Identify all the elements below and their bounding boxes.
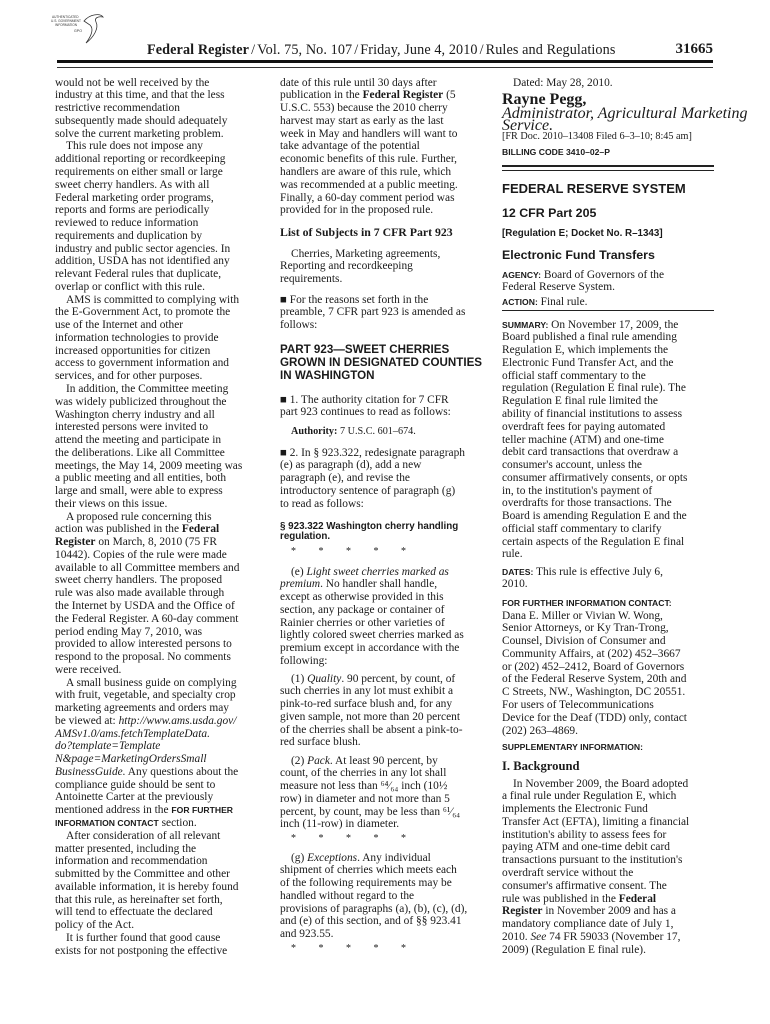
header-separator: / bbox=[354, 42, 359, 58]
omission-stars bbox=[280, 546, 495, 558]
text-run: 7 U.S.C. 601–674. bbox=[337, 426, 416, 437]
text-line: Electronic Fund Transfer Act, and the bbox=[502, 356, 674, 369]
text-line: Federal marketing order programs, bbox=[55, 191, 214, 204]
text-run: (2) bbox=[291, 754, 308, 767]
text-line: 2010. bbox=[502, 578, 528, 591]
text-line: economic benefits of this rule. Further, bbox=[280, 153, 457, 166]
text-line: (202) 263–4869. bbox=[502, 724, 578, 737]
text-line: information and recommendation bbox=[55, 855, 208, 868]
contact-details bbox=[502, 610, 717, 738]
text-line: addition, USDA has not identified any bbox=[55, 255, 230, 268]
text-run: Final rule. bbox=[537, 295, 588, 308]
text-line bbox=[280, 755, 495, 768]
volume-number: Vol. 75, No. 107 bbox=[257, 42, 353, 58]
text-line: additional reporting or recordkeeping bbox=[55, 153, 226, 166]
text-line: following: bbox=[280, 654, 328, 667]
amendatory-instruction-2 bbox=[280, 447, 495, 511]
logo-text: U.S. GOVERNMENT bbox=[51, 19, 81, 23]
text-line: Washington cherry industry and all bbox=[55, 408, 215, 421]
text-line: provided for in the proposed rule. bbox=[280, 204, 434, 217]
text-line: requirements. bbox=[280, 273, 343, 286]
text-line: sweet cherry handlers. As with all bbox=[55, 178, 210, 191]
amendment-instruction bbox=[280, 294, 495, 332]
text-line: Regulation E final rule limited the bbox=[502, 395, 658, 408]
text-line: row) in diameter and not more than 5 bbox=[280, 792, 450, 805]
text-line: Rayne Pegg, bbox=[502, 90, 587, 108]
text-line: official staff commentary to clarify bbox=[502, 522, 662, 535]
agency-heading bbox=[502, 182, 717, 196]
text-line bbox=[502, 905, 717, 918]
text-line bbox=[55, 817, 270, 830]
text-line: the deliberations. Like all Committee bbox=[55, 446, 225, 459]
background-heading bbox=[502, 759, 717, 773]
italic-text: See bbox=[530, 930, 547, 943]
text-line bbox=[502, 269, 717, 282]
text-line: ■ 2. In § 923.322, redesignate paragraph bbox=[280, 446, 465, 459]
italic-text: N&page=MarketingOrdersSmall bbox=[55, 753, 207, 766]
text-line: overdraft fees for paying automated bbox=[502, 420, 666, 433]
text-line: pink-to-red surface blush and, for any bbox=[280, 698, 453, 711]
italic-text: premium bbox=[280, 578, 321, 591]
text-run: (e) bbox=[291, 565, 307, 578]
text-line: FEDERAL RESERVE SYSTEM bbox=[502, 181, 686, 196]
text-line: the E-Government Act, to promote the bbox=[55, 306, 231, 319]
text-run: (g) bbox=[291, 851, 308, 864]
text-run: Any questions about the bbox=[125, 765, 239, 778]
text-line: * * * * * bbox=[291, 833, 406, 844]
text-line: U.S.C. 553) because the 2010 cherry bbox=[280, 102, 448, 115]
text-line bbox=[280, 89, 495, 102]
text-line bbox=[502, 931, 717, 944]
text-line: 2009) (Regulation E final rule). bbox=[502, 943, 646, 956]
header-separator: / bbox=[479, 42, 484, 58]
text-line: that this rule, as hereinafter set forth, bbox=[55, 893, 223, 906]
bold-text: Federal bbox=[181, 523, 220, 536]
text-line: consumer's account, unless the bbox=[502, 459, 642, 472]
text-line bbox=[55, 728, 270, 741]
caps-label: INFORMATION CONTACT bbox=[55, 818, 159, 829]
text-line: paragraph (e), and revise the bbox=[280, 472, 410, 485]
text-run: action was published in the bbox=[55, 523, 182, 536]
text-line: ■ 1. The authority citation for 7 CFR bbox=[280, 393, 449, 406]
text-line: Counsel, Division of Consumer and bbox=[502, 635, 666, 648]
text-line: consumer affirmatively consents, or opts bbox=[502, 471, 688, 484]
bold-text: Register bbox=[55, 536, 96, 549]
text-line: BILLING CODE 3410–02–P bbox=[502, 147, 610, 157]
text-line: Dated: May 28, 2010. bbox=[513, 76, 613, 89]
text-line: industry at this time, and that the less bbox=[55, 89, 225, 102]
text-line: overdrafts for those transactions. The bbox=[502, 497, 672, 510]
text-line: Board is amending Regulation E and the bbox=[502, 510, 687, 523]
text-line bbox=[55, 715, 270, 728]
text-line: A proposed rule concerning this bbox=[66, 510, 212, 523]
text-line: matter presented, including the bbox=[55, 842, 197, 855]
text-run: in November 2009 and has a bbox=[542, 905, 676, 918]
bold-text: Register bbox=[502, 905, 543, 918]
text-line: harvest may start as early as the last bbox=[280, 114, 444, 127]
text-line bbox=[502, 319, 717, 332]
text-line: * * * * * bbox=[291, 546, 406, 557]
text-line: AMS is committed to complying with bbox=[66, 293, 240, 306]
text-line: use of the Internet and other bbox=[55, 319, 184, 332]
dates-field bbox=[502, 566, 717, 592]
text-line: of the following requirements may be bbox=[280, 877, 452, 890]
italic-text: http://www.ams.usda.gov/ bbox=[118, 714, 237, 727]
summary-field bbox=[502, 319, 717, 562]
text-line: sweet cherry handlers. The proposed bbox=[55, 574, 223, 587]
text-line: submitted by the Committee and other bbox=[55, 868, 230, 881]
paragraph-2-pack bbox=[280, 755, 495, 832]
text-line: will tend to effectuate the declared bbox=[55, 906, 213, 919]
text-line: 10442). Copies of the rule were made bbox=[55, 548, 227, 561]
text-line: rule was also made available through bbox=[55, 587, 225, 600]
text-line: count, of the cherries in any lot shall bbox=[280, 767, 447, 780]
text-line: large and small, were able to express bbox=[55, 485, 223, 498]
text-line: increased opportunities for citizen bbox=[55, 344, 211, 357]
text-line: industry and public sector agencies. In bbox=[55, 242, 231, 255]
text-run: . At least 90 percent, by bbox=[329, 754, 438, 767]
text-line bbox=[55, 523, 270, 536]
text-line: restrictive recommendation bbox=[55, 102, 180, 115]
text-line: * * * * * bbox=[291, 943, 406, 954]
text-line: and (e) of this section, and of §§ 923.41 bbox=[280, 915, 462, 928]
text-line: shipment of cherries which meets each bbox=[280, 864, 457, 877]
header-rule-thin bbox=[57, 67, 713, 68]
text-line: Service. bbox=[502, 117, 554, 135]
italic-text: Exceptions bbox=[307, 851, 358, 864]
text-line: GROWN IN DESIGNATED COUNTIES bbox=[280, 355, 483, 369]
text-line: provided to allow interested persons to bbox=[55, 638, 232, 651]
contact-label bbox=[502, 597, 717, 609]
text-line: to read as follows: bbox=[280, 497, 364, 510]
text-line: Finally, a 60-day comment period was bbox=[280, 191, 455, 204]
text-line: Antoinette Carter at the previously bbox=[55, 791, 214, 804]
supplementary-label bbox=[502, 741, 717, 753]
text-line: except as otherwise provided in this bbox=[280, 591, 444, 604]
rule-title bbox=[502, 248, 717, 262]
issue-date: Friday, June 4, 2010 bbox=[360, 42, 478, 58]
action-field bbox=[502, 296, 717, 309]
text-line: a final rule under Regulation E, which bbox=[502, 790, 677, 803]
text-line: [Regulation E; Docket No. R–1343] bbox=[502, 228, 663, 239]
text-line: It is further found that good cause bbox=[66, 931, 221, 944]
preamble-rule bbox=[502, 310, 714, 311]
text-line: overdraft service without the bbox=[502, 866, 634, 879]
text-line: Administrator, Agricultural Marketing bbox=[502, 104, 748, 122]
text-line: regulation. bbox=[280, 531, 331, 543]
italic-text: AMSv1.0/ams.fetchTemplateData. bbox=[55, 727, 210, 740]
text-line: premium except in accordance with the bbox=[280, 642, 460, 655]
text-line: attend the meeting and participate in bbox=[55, 434, 222, 447]
text-line bbox=[55, 766, 270, 779]
italic-text: Light sweet cherries marked as bbox=[306, 565, 449, 578]
text-run: publication in the bbox=[280, 89, 363, 102]
text-line: handled without regard to the bbox=[280, 889, 415, 902]
italic-text: do?template=Template bbox=[55, 740, 161, 753]
text-line: Community Affairs, at (202) 452–3667 bbox=[502, 647, 681, 660]
text-line: teller machine (ATM) and one-time bbox=[502, 433, 664, 446]
journal-title: Federal Register bbox=[147, 42, 250, 58]
dated-line bbox=[502, 77, 717, 90]
text-run: Board of Governors of the bbox=[541, 268, 665, 281]
text-line: percent, by count, may be less than ⁶¹⁄₆₄ bbox=[280, 805, 461, 818]
text-line: Senior Attorneys, or Ky Tran-Trong, bbox=[502, 622, 669, 635]
document-separator-rule bbox=[502, 165, 714, 167]
text-line: follows: bbox=[280, 319, 318, 332]
running-header bbox=[147, 42, 615, 59]
text-line: Regulation E, which implements the bbox=[502, 344, 669, 357]
text-run: . 90 percent, by count, of bbox=[341, 672, 456, 685]
text-run: rule was published in the bbox=[502, 892, 619, 905]
text-line: paying ATM and one-time debit card bbox=[502, 841, 670, 854]
text-line bbox=[280, 578, 495, 591]
italic-text: Pack bbox=[307, 754, 330, 767]
text-line: implements the Electronic Fund bbox=[502, 803, 648, 816]
caps-label: FOR FURTHER bbox=[171, 805, 234, 816]
text-line: information technologies to provide bbox=[55, 331, 219, 344]
text-line: I. Background bbox=[502, 759, 580, 773]
text-line: of the cherries shall be absent a pink-to- bbox=[280, 723, 463, 736]
bold-text: Federal Register bbox=[362, 89, 444, 102]
text-line: access to government information and bbox=[55, 357, 229, 370]
text-line bbox=[55, 804, 270, 817]
text-run: . No handler shall handle, bbox=[320, 578, 438, 591]
omission-stars bbox=[280, 943, 495, 955]
text-line: Electronic Fund Transfers bbox=[502, 248, 655, 262]
text-line bbox=[502, 566, 717, 579]
text-line: institution's ability to assess fees for bbox=[502, 828, 667, 841]
text-line: List of Subjects in 7 CFR Part 923 bbox=[280, 224, 453, 239]
text-line: would not be well received by the bbox=[55, 76, 210, 89]
text-run: . Any individual bbox=[357, 851, 431, 864]
text-run: On November 17, 2009, the bbox=[548, 318, 679, 331]
text-line: and 923.55. bbox=[280, 928, 334, 941]
text-line: IN WASHINGTON bbox=[280, 368, 375, 382]
text-line bbox=[280, 673, 495, 686]
fr-doc-line bbox=[502, 131, 717, 143]
logo-text: INFORMATION bbox=[55, 23, 78, 27]
italic-text: BusinessGuide. bbox=[55, 765, 126, 778]
text-line: SUPPLEMENTARY INFORMATION: bbox=[502, 742, 643, 752]
text-line: part 923 continues to read as follows: bbox=[280, 406, 451, 419]
text-line bbox=[55, 536, 270, 549]
gpo-authenticated-logo bbox=[50, 13, 106, 45]
text-run: 74 FR 59033 (November 17, bbox=[546, 930, 681, 943]
header-rule-thick bbox=[57, 60, 713, 63]
text-line: was widely publicized throughout the bbox=[55, 395, 227, 408]
document-separator-rule bbox=[502, 170, 714, 172]
text-line: compliance guide should be sent to bbox=[55, 778, 216, 791]
text-line: [FR Doc. 2010–13408 Filed 6–3–10; 8:45 am] bbox=[502, 131, 692, 142]
text-run: on March, 8, 2010 (75 FR bbox=[95, 536, 217, 549]
text-line bbox=[502, 893, 717, 906]
section-923-322-heading bbox=[280, 522, 495, 543]
text-line: FOR FURTHER INFORMATION CONTACT: bbox=[502, 598, 672, 608]
text-line: Federal Reserve System. bbox=[502, 281, 615, 294]
text-line: regulation (Regulation E final rule). The bbox=[502, 382, 686, 395]
text-line: respond to the proposal. No comments bbox=[55, 651, 231, 664]
text-line: ■ For the reasons set forth in the bbox=[280, 293, 429, 306]
text-line: certain aspects of the Regulation E final bbox=[502, 535, 685, 548]
text-line: Reporting and recordkeeping bbox=[280, 260, 413, 273]
text-line bbox=[55, 753, 270, 766]
paragraph-g-exceptions bbox=[280, 852, 495, 941]
text-line: week in May and handlers will want to bbox=[280, 127, 458, 140]
rule-effective-date-paragraph bbox=[280, 77, 495, 217]
subjects-list bbox=[280, 248, 495, 286]
paragraph-e bbox=[280, 566, 495, 668]
text-line: relevant Federal rules that duplicate, bbox=[55, 268, 222, 281]
column-1-text bbox=[55, 77, 270, 958]
text-line: the Federal Register. A 60-day comment bbox=[55, 612, 239, 625]
text-line: interested persons were invited to bbox=[55, 421, 209, 434]
caps-label: SUMMARY: bbox=[502, 319, 549, 330]
text-line: date of this rule until 30 days after bbox=[280, 76, 437, 89]
text-run: 2010. bbox=[502, 930, 531, 943]
text-line: requirements and duplication by bbox=[55, 229, 203, 242]
authority-citation bbox=[280, 426, 495, 438]
logo-text: AUTHENTICATED bbox=[52, 15, 79, 19]
signer-name bbox=[502, 90, 717, 108]
text-line: section, any package or container of bbox=[280, 603, 445, 616]
text-line: inch (11-row) in diameter. bbox=[280, 818, 400, 831]
text-line: provisions of paragraphs (a), (b), (c), (d), bbox=[280, 902, 468, 915]
caps-label: AGENCY: bbox=[502, 269, 541, 280]
page-number: 31665 bbox=[675, 41, 713, 57]
text-line bbox=[502, 296, 717, 309]
text-line: preamble, 7 CFR part 923 is amended as bbox=[280, 306, 466, 319]
text-run: This rule is effective July 6, bbox=[533, 565, 663, 578]
text-run: (1) bbox=[291, 672, 308, 685]
text-line: period ending May 7, 2010, was bbox=[55, 625, 203, 638]
bold-text: Authority: bbox=[291, 426, 338, 437]
text-line: In addition, the Committee meeting bbox=[66, 382, 229, 395]
text-line: exists for not postponing the effective bbox=[55, 944, 228, 957]
text-line: For users of Telecommunications bbox=[502, 698, 654, 711]
text-line bbox=[55, 740, 270, 753]
paragraph-1-quality bbox=[280, 673, 495, 750]
text-line: lightly colored sweet cherries marked as bbox=[280, 629, 464, 642]
docket-line bbox=[502, 228, 717, 240]
text-line: official staff commentary to the bbox=[502, 369, 646, 382]
text-line: policy of the Act. bbox=[55, 919, 135, 932]
text-line: take advantage of the potential bbox=[280, 140, 420, 153]
text-line: handlers are aware of this rule, which bbox=[280, 165, 452, 178]
text-line: § 923.322 Washington cherry handling bbox=[280, 520, 459, 532]
signer-title bbox=[502, 104, 748, 135]
text-line: measure not less than ⁶⁴⁄₆₄ inch (10½ bbox=[280, 780, 448, 793]
text-line: services, and for other purposes. bbox=[55, 370, 203, 383]
text-line: Board published a final rule amending bbox=[502, 331, 677, 344]
amendatory-instruction-1 bbox=[280, 394, 495, 420]
text-line: introductory sentence of paragraph (g) bbox=[280, 484, 456, 497]
text-line: of the Federal Reserve System, 20th and bbox=[502, 673, 687, 686]
text-line: rule. bbox=[502, 548, 523, 561]
text-line: was recommended at a public meeting. bbox=[280, 178, 458, 191]
italic-text: Quality bbox=[307, 672, 342, 685]
text-line: solve the current marketing problem. bbox=[55, 127, 224, 140]
text-line: debit card transactions that overdraw a bbox=[502, 446, 679, 459]
list-of-subjects-heading bbox=[280, 226, 495, 239]
text-line bbox=[280, 426, 495, 438]
text-line: Dana E. Miller or Vivian W. Wong, bbox=[502, 609, 663, 622]
text-line: requirements on either small or large bbox=[55, 165, 223, 178]
part-923-heading bbox=[280, 343, 495, 382]
caps-label: ACTION: bbox=[502, 296, 538, 307]
text-run: be viewed at: bbox=[55, 714, 119, 727]
text-line: meetings, the May 14, 2009 meeting was bbox=[55, 459, 243, 472]
text-line: given sample, not more than 20 percent bbox=[280, 710, 460, 723]
text-line: transactions pursuant to the institution's bbox=[502, 854, 683, 867]
text-line: were received. bbox=[55, 663, 122, 676]
text-line: Rainier cherries or other varieties of bbox=[280, 616, 445, 629]
section-name: Rules and Regulations bbox=[485, 42, 616, 58]
text-line: A small business guide on complying bbox=[66, 676, 237, 689]
text-line bbox=[280, 852, 495, 865]
agency-field bbox=[502, 269, 717, 295]
text-line: Device for the Deaf (TDD) only, contact bbox=[502, 711, 687, 724]
text-line: or (202) 452–2412, Board of Governors bbox=[502, 660, 685, 673]
text-line: in, to the institution's payment of bbox=[502, 484, 653, 497]
text-line bbox=[280, 566, 495, 579]
text-line: ability of financial institutions to assess bbox=[502, 407, 683, 420]
text-line: marketing agreements and orders may bbox=[55, 702, 229, 715]
text-line: a public meeting and all entities, both bbox=[55, 472, 227, 485]
text-line: reviewed to reduce information bbox=[55, 217, 199, 230]
text-line: In November 2009, the Board adopted bbox=[513, 777, 689, 790]
caps-label: DATES: bbox=[502, 566, 534, 577]
text-line: This rule does not impose any bbox=[66, 140, 203, 153]
text-line: C Streets, NW., Washington, DC 20551. bbox=[502, 686, 686, 699]
text-run: mentioned address in the bbox=[55, 804, 172, 817]
cfr-part-heading bbox=[502, 206, 717, 220]
text-run: (5 bbox=[443, 89, 456, 102]
bold-text: Federal bbox=[618, 892, 657, 905]
text-line: After consideration of all relevant bbox=[66, 829, 221, 842]
logo-text: GPO bbox=[74, 29, 82, 33]
text-line: reports and forms are periodically bbox=[55, 204, 210, 217]
omission-stars bbox=[280, 833, 495, 845]
header-separator: / bbox=[251, 42, 256, 58]
text-line: such cherries in any lot must exhibit a bbox=[280, 685, 454, 698]
text-line: consumer's affirmative consent. The bbox=[502, 879, 667, 892]
text-line: Cherries, Marketing agreements, bbox=[291, 247, 441, 260]
background-paragraph bbox=[502, 778, 717, 957]
text-line: (e) as paragraph (d), add a new bbox=[280, 459, 422, 472]
text-line: 12 CFR Part 205 bbox=[502, 206, 597, 220]
text-line: their views on this issue. bbox=[55, 497, 168, 510]
text-line: overlap or conflict with this rule. bbox=[55, 280, 205, 293]
text-line: the Internet by USDA and the Office of bbox=[55, 600, 235, 612]
text-line: red surface blush. bbox=[280, 736, 361, 749]
text-line: PART 923—SWEET CHERRIES bbox=[280, 342, 450, 356]
text-line: with fruit, vegetable, and specialty crop bbox=[55, 689, 236, 702]
text-line: available information, it is hereby found bbox=[55, 880, 239, 893]
billing-code bbox=[502, 146, 717, 158]
text-line: subsequently made should adequately bbox=[55, 114, 228, 127]
text-line: mandatory compliance date of July 1, bbox=[502, 918, 674, 931]
text-line: Transfer Act (EFTA), limiting a financial bbox=[502, 815, 690, 828]
text-line: available to all Committee members and bbox=[55, 561, 240, 574]
text-run: section. bbox=[158, 817, 197, 830]
